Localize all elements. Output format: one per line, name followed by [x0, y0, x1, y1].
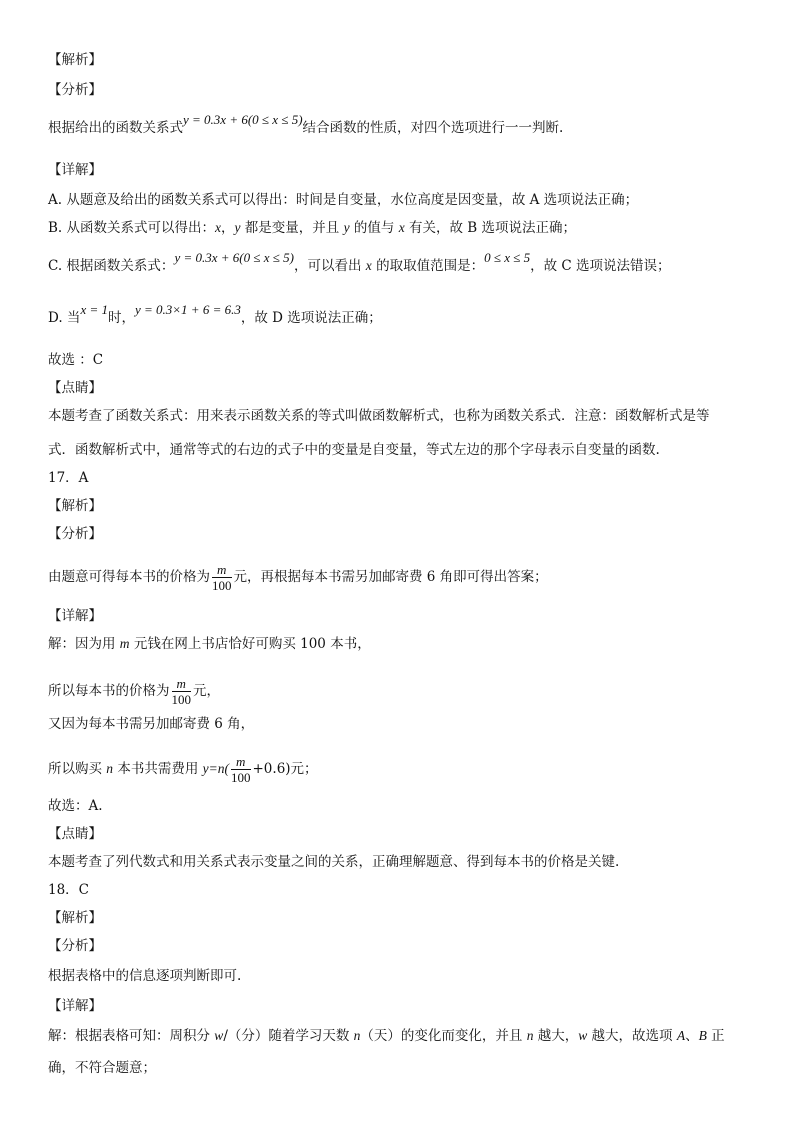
q17-solution-line-3: 又因为每本书需另加邮寄费 6 角，: [48, 716, 255, 732]
q17-dianjing-text: 本题考查了列代数式和用关系式表示变量之间的关系，正确理解题意、得到每本书的价格是关键.: [48, 854, 620, 870]
q18-l1-A: A: [676, 1028, 686, 1043]
q18-l1-f: 、: [685, 1028, 699, 1044]
q18-solution-line-2: 确，不符合题意；: [48, 1060, 156, 1076]
q17-l2-fraction: [172, 676, 192, 707]
q16-dianjing-line-1: 本题考查了函数关系式：用来表示函数关系的等式叫做函数解析式，也称为函数关系式．注意：函数解析式是等: [48, 408, 710, 424]
q17-l4-y: y=n(: [202, 761, 229, 776]
q18-l1-n2: n: [526, 1028, 534, 1043]
q18-xiangjie-heading: 【详解】: [48, 998, 102, 1014]
q16-b-2: ，: [221, 220, 235, 236]
q18-l1-b: /（分）随着学习天数: [223, 1028, 354, 1044]
fraction-denominator: 100: [171, 692, 191, 707]
q18-l1-n: n: [353, 1028, 361, 1043]
q17-fenxi-fraction: [212, 562, 232, 593]
q17-l4-n: n: [106, 761, 114, 776]
q17-solution-line-4: [48, 754, 760, 785]
q16-b-4: 的值与: [349, 220, 399, 236]
q17-l2-a: 所以每本书的价格为: [48, 683, 170, 699]
q17-dianjing-heading: 【点睛】: [48, 826, 102, 842]
q18-jiexi-heading: 【解析】: [48, 910, 102, 926]
q16-b-1: B. 从函数关系式可以得出：: [48, 220, 216, 236]
q18-fenxi-text: 根据表格中的信息逐项判断即可.: [48, 968, 242, 984]
q17-l4-c: +0.6)元；: [252, 761, 318, 777]
q18-l1-w2: w: [578, 1028, 588, 1043]
q17-jiexi-heading: 【解析】: [48, 498, 102, 514]
q16-jiexi-heading: 【解析】: [48, 52, 102, 68]
q17-fenxi-heading: 【分析】: [48, 526, 102, 542]
q16-option-b: [48, 218, 760, 238]
q16-fenxi-part-b: 结合函数的性质，对四个选项进行一一判断.: [302, 120, 564, 136]
q17-l2-b: 元，: [193, 683, 220, 699]
q18-solution-line-1: [48, 1026, 760, 1046]
q17-xiangjie-heading: 【详解】: [48, 608, 102, 624]
q17-l1-b: 元钱在网上书店恰好可购买 100 本书，: [129, 636, 371, 652]
q16-d-x: x = 1: [80, 302, 108, 317]
q18-title: 18．C: [48, 882, 90, 898]
q17-answer: 故选：A.: [48, 798, 103, 814]
q16-fenxi-part-a: 根据给出的函数关系式: [48, 120, 183, 136]
q17-fenxi-a: 由题意可得每本书的价格为: [48, 569, 210, 585]
q17-l4-a: 所以购买: [48, 761, 107, 777]
q18-l1-B: B: [698, 1028, 707, 1043]
q16-xiangjie-heading: 【详解】: [48, 162, 102, 178]
q18-l1-c: （天）的变化而变化，并且: [360, 1028, 527, 1044]
q17-l1-m: m: [119, 636, 130, 651]
q18-fenxi-heading: 【分析】: [48, 938, 102, 954]
q16-c-2: ，可以看出: [293, 258, 366, 274]
q16-option-a: A. 从题意及给出的函数关系式可以得出：时间是自变量，水位高度是因变量，故 A 选项说法正确；: [48, 192, 639, 208]
q16-c-1: C. 根据函数关系式：: [48, 258, 175, 274]
q16-c-formula: y = 0.3x + 6(0 ≤ x ≤ 5): [174, 250, 294, 265]
q18-l1-g: 正: [706, 1028, 725, 1044]
fraction-numerator: m: [231, 754, 251, 770]
q17-l4-fraction: [231, 754, 251, 785]
q16-option-d: [48, 302, 760, 328]
fraction-denominator: 100: [231, 770, 251, 785]
q16-dianjing-line-2: 式．函数解析式中，通常等式的右边的式子中的变量是自变量，等式左边的那个字母表示自变量的函数.: [48, 442, 660, 458]
q16-fenxi-text: [48, 112, 760, 138]
q16-d-formula: y = 0.3×1 + 6 = 6.3: [134, 302, 241, 317]
q16-c-3: 的取取值范围是：: [371, 258, 485, 274]
q16-b-y: y: [234, 220, 241, 235]
q16-b-y2: y: [343, 220, 350, 235]
q17-fenxi-text: [48, 562, 760, 593]
q16-option-c: [48, 250, 760, 276]
q17-solution-line-2: [48, 676, 760, 707]
q16-b-x: x: [215, 220, 222, 235]
q16-c-x: x: [365, 258, 372, 273]
q18-l1-e: 越大，故选项: [587, 1028, 677, 1044]
q16-b-3: 都是变量，并且: [240, 220, 344, 236]
q16-d-3: ，故 D 选项说法正确；: [240, 310, 382, 326]
q17-l4-b: 本书共需费用: [113, 761, 203, 777]
q17-title: 17．A: [48, 470, 89, 486]
q17-fenxi-b: 元，再根据每本书需另加邮寄费 6 角即可得出答案；: [233, 569, 548, 585]
q16-dianjing-heading: 【点睛】: [48, 380, 102, 396]
q17-solution-line-1: [48, 634, 760, 654]
q18-l1-a: 解：根据表格可知：周积分: [48, 1028, 215, 1044]
q16-d-1: D. 当: [48, 310, 81, 326]
q18-l1-d: 越大，: [533, 1028, 579, 1044]
q16-answer: 故选 ：C: [48, 352, 104, 368]
fraction-denominator: 100: [212, 578, 232, 593]
fraction-numerator: m: [172, 676, 192, 692]
q16-fenxi-formula: y = 0.3x + 6(0 ≤ x ≤ 5): [183, 112, 303, 127]
fraction-numerator: m: [212, 562, 232, 578]
q16-d-2: 时，: [107, 310, 135, 326]
q18-l1-w: w: [214, 1028, 224, 1043]
q16-b-5: 有关，故 B 选项说法正确；: [404, 220, 576, 236]
q16-fenxi-heading: 【分析】: [48, 82, 102, 98]
q16-c-range: 0 ≤ x ≤ 5: [484, 250, 531, 265]
q16-b-x2: x: [398, 220, 405, 235]
q16-c-4: ，故 C 选项说法错误；: [530, 258, 671, 274]
q17-l1-a: 解：因为用: [48, 636, 120, 652]
